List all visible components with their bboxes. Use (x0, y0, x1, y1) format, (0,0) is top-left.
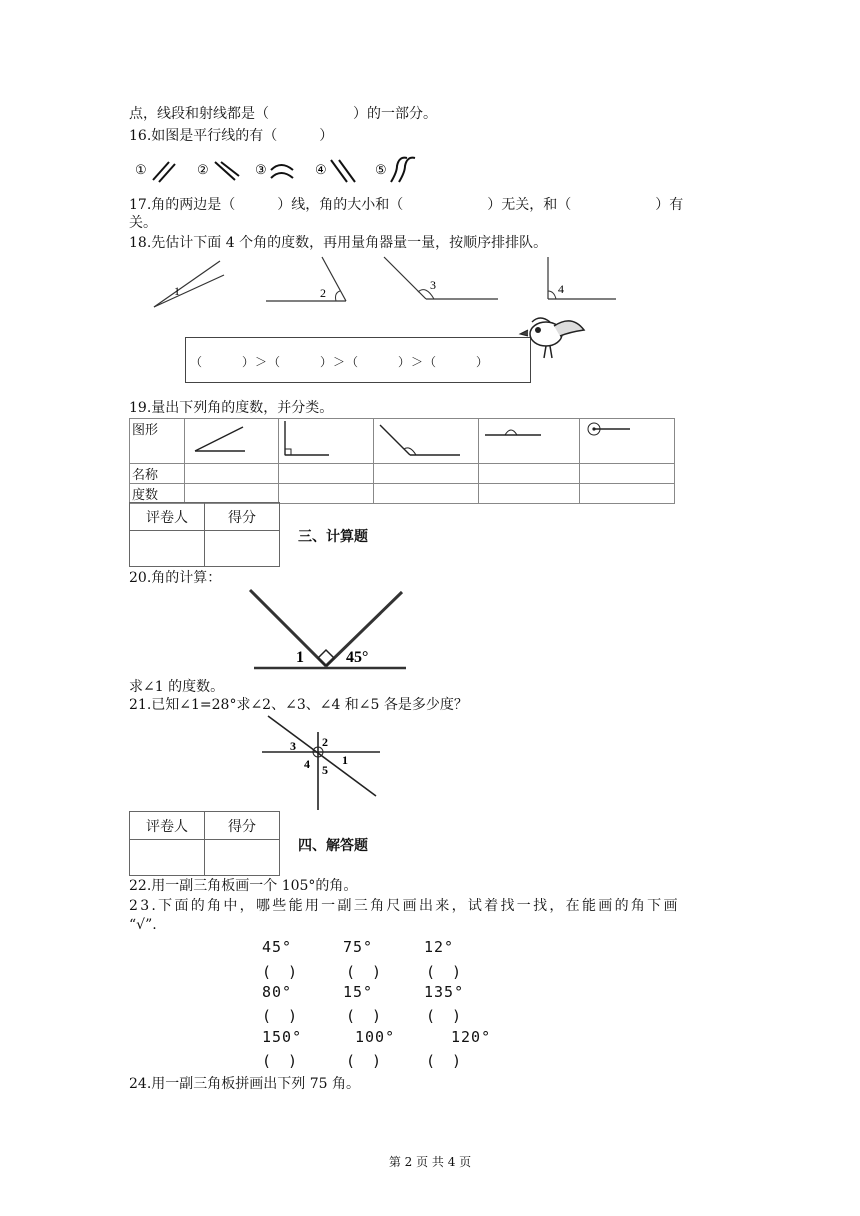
row-label-name: 名称 (130, 464, 185, 484)
q23-blank[interactable]: ( ) (346, 963, 383, 981)
q16-label-1: ① (135, 162, 147, 177)
q21-label-2: 2 (322, 735, 328, 749)
q20-figure (242, 586, 408, 674)
q21-figure (258, 712, 388, 812)
q18-angle-2-label: 2 (320, 286, 326, 300)
q23-angle-135: 135° (424, 983, 465, 1001)
q23-text-b: “√”. (129, 917, 157, 933)
score-box-section-4 (129, 811, 280, 876)
q23-blank[interactable]: ( ) (426, 1007, 463, 1025)
q17-text-a: 17.角的两边是（ ）线，角的大小和（ ）无关，和（ ）有 (129, 197, 684, 213)
q20-question: 求∠1 的度数。 (129, 679, 225, 695)
q23-angle-100: 100° (355, 1028, 396, 1046)
q23-angle-15: 15° (343, 983, 374, 1001)
q23-blank[interactable]: ( ) (426, 963, 463, 981)
q23-angle-75: 75° (343, 938, 374, 956)
section-3-title: 三、计算题 (298, 529, 368, 545)
q23-blank[interactable]: ( ) (426, 1052, 463, 1070)
score-label: 得分 (205, 503, 280, 531)
q23-blank[interactable]: ( ) (262, 963, 299, 981)
q19-angle-round (582, 419, 672, 459)
q21-text: 21.已知∠1=28°求∠2、∠3、∠4 和∠5 各是多少度？ (129, 697, 468, 713)
q20-angle-1-label: 1 (296, 649, 304, 666)
q18-angle-3-label: 3 (430, 278, 436, 292)
q23-blank[interactable]: ( ) (346, 1052, 383, 1070)
q20-angle-45-label: 45° (346, 649, 369, 666)
score-label: 得分 (205, 812, 280, 840)
page-footer: 第 2 页 共 4 页 (388, 1155, 472, 1169)
bird-icon (516, 312, 588, 362)
q18-angle-4-label: 4 (558, 282, 564, 296)
q23-angle-45: 45° (262, 938, 293, 956)
q18-angle-1-label: 1 (174, 284, 180, 298)
q21-label-1: 1 (342, 753, 348, 767)
q23-angle-150: 150° (262, 1028, 303, 1046)
q19-angle-obtuse (376, 419, 476, 459)
q18-text: 18.先估计下面 4 个角的度数，再用量角器量一量，按顺序排排队。 (129, 235, 548, 251)
row-label-degree: 度数 (130, 484, 185, 504)
q16-label-3: ③ (255, 162, 267, 177)
reviewer-label: 评卷人 (130, 812, 205, 840)
section-4-title: 四、解答题 (298, 838, 368, 854)
row-label-shape: 图形 (130, 419, 185, 464)
q16-label-4: ④ (315, 162, 327, 177)
q16-label-2: ② (197, 162, 209, 177)
q18-angles (140, 255, 620, 315)
q23-angle-12: 12° (424, 938, 455, 956)
q24-text: 24.用一副三角板拼画出下列 75 角。 (129, 1076, 360, 1092)
q21-label-4: 4 (304, 757, 310, 771)
q22-text: 22.用一副三角板画一个 105°的角。 (129, 878, 358, 894)
q19-table (129, 418, 675, 504)
q23-blank[interactable]: ( ) (262, 1052, 299, 1070)
q15-text: 点，线段和射线都是（ ）的一部分。 (129, 106, 437, 122)
score-box-section-3 (129, 502, 280, 567)
q23-angle-120: 120° (451, 1028, 492, 1046)
q16-text: 16.如图是平行线的有（ ） (129, 128, 334, 144)
q18-answer-line: （ ）＞（ ）＞（ ）＞（ ） (190, 355, 490, 369)
q19-angle-acute (187, 419, 275, 459)
q19-angle-right (281, 419, 371, 459)
q21-label-3: 3 (290, 739, 296, 753)
q20-text: 20.角的计算： (129, 570, 222, 586)
q16-label-5: ⑤ (375, 162, 387, 177)
q21-label-5: 5 (322, 763, 328, 777)
q23-blank[interactable]: ( ) (262, 1007, 299, 1025)
q23-blank[interactable]: ( ) (346, 1007, 383, 1025)
q16-figures (135, 148, 425, 192)
reviewer-label: 评卷人 (130, 503, 205, 531)
q23-angle-80: 80° (262, 983, 293, 1001)
q23-text-a: 23.下面的角中，哪些能用一副三角尺画出来，试着找一找，在能画的角下画 (129, 898, 680, 914)
q17-text-b: 关。 (129, 215, 157, 231)
q19-angle-straight (481, 419, 577, 459)
q19-text: 19.量出下列角的度数，并分类。 (129, 400, 334, 416)
